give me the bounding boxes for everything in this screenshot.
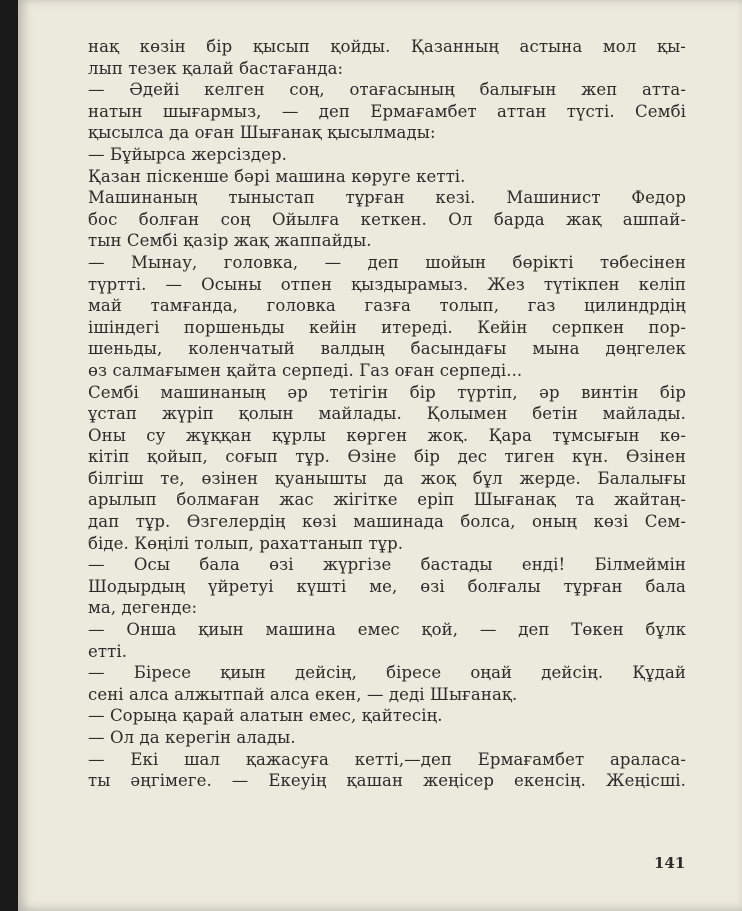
text-line: ты әңгімеге. — Екеуің қашан жеңісер екенсің. Жеңісші. bbox=[88, 771, 686, 791]
text-line: арылып болмаған жас жігітке еріп Шығанақ та жайтаң- bbox=[88, 490, 686, 510]
book-page bbox=[18, 0, 742, 911]
text-line: — Әдейі келген соң, отағасының балығын жеп атта- bbox=[88, 80, 686, 100]
text-line: — Екі шал қажасуға кетті,—деп Ермағамбет араласа- bbox=[88, 749, 686, 769]
text-line: Оны су жұққан құрлы көрген жоқ. Қара тұмсығын кө- bbox=[88, 425, 686, 445]
text-line: натын шығармыз, — деп Ермағамбет аттан түсті. Сембі bbox=[88, 101, 686, 121]
text-line: бос болған соң Ойылға кеткен. Ол барда жақ ашпай- bbox=[88, 209, 686, 229]
body-text bbox=[88, 36, 686, 792]
page-number: 141 bbox=[654, 854, 686, 872]
text-line: ішіндегі поршеньды кейін итереді. Кейін серпкен пор- bbox=[88, 317, 686, 337]
text-line: — Бұйырса жерсіздер. bbox=[88, 144, 287, 164]
text-line: ма, дегенде: bbox=[88, 598, 198, 618]
text-line: сені алса алжытпай алса екен, — деді Шығанақ. bbox=[88, 684, 518, 704]
text-line: — Онша қиын машина емес қой, — деп Төкен бұлк bbox=[88, 620, 686, 640]
text-line: — Біресе қиын дейсің, біресе оңай дейсің. Құдай bbox=[88, 663, 686, 683]
text-line: — Ол да керегін алады. bbox=[88, 728, 296, 747]
text-line: дап тұр. Өзгелердің көзі машинада болса, оның көзі Сем- bbox=[88, 512, 686, 532]
text-line: кітіп қойып, соғып тұр. Өзіне бір дес тиген күн. Өзінен bbox=[88, 447, 686, 467]
text-line: білгіш те, өзінен қуанышты да жоқ бұл жерде. Балалығы bbox=[88, 468, 686, 488]
text-line: тын Сембі қазір жақ жаппайды. bbox=[88, 231, 372, 251]
text-line: Сембі машинаның әр тетігін бір түртіп, әр винтін бір bbox=[88, 382, 686, 402]
text-line: қысылса да оған Шығанақ қысылмады: bbox=[88, 123, 436, 143]
text-line: өз салмағымен қайта серпеді. Газ оған серпеді... bbox=[88, 360, 523, 380]
text-line: Қазан піскенше бәрі машина көруге кетті. bbox=[88, 166, 466, 186]
text-line: — Осы бала өзі жүргізе бастады енді! Білмеймін bbox=[88, 555, 686, 575]
text-line: етті. bbox=[88, 641, 128, 661]
text-line: май тамғанда, головка газға толып, газ цилиндрдің bbox=[88, 296, 686, 316]
text-line: Шодырдың үйретуі күшті ме, өзі болғалы тұрған бала bbox=[88, 576, 686, 596]
text-line: ұстап жүріп қолын майлады. Қолымен бетін майлады. bbox=[88, 404, 686, 424]
text-line: лып тезек қалай бастағанда: bbox=[88, 58, 344, 78]
text-line: шеньды, коленчатый валдың басындағы мына дөңгелек bbox=[88, 339, 686, 359]
text-line: біде. Көңілі толып, рахаттанып тұр. bbox=[88, 533, 404, 553]
text-line: нақ көзін бір қысып қойды. Қазанның астына мол қы- bbox=[88, 37, 686, 56]
text-line: түртті. — Осыны отпен қыздырамыз. Жез түтікпен келіп bbox=[88, 274, 686, 294]
text-line: — Сорыңа қарай алатын емес, қайтесің. bbox=[88, 706, 443, 726]
text-line: Машинаның тыныстап тұрған кезі. Машинист Федор bbox=[88, 188, 686, 208]
text-line: — Мынау, головка, — деп шойын бөрікті төбесінен bbox=[88, 252, 686, 272]
